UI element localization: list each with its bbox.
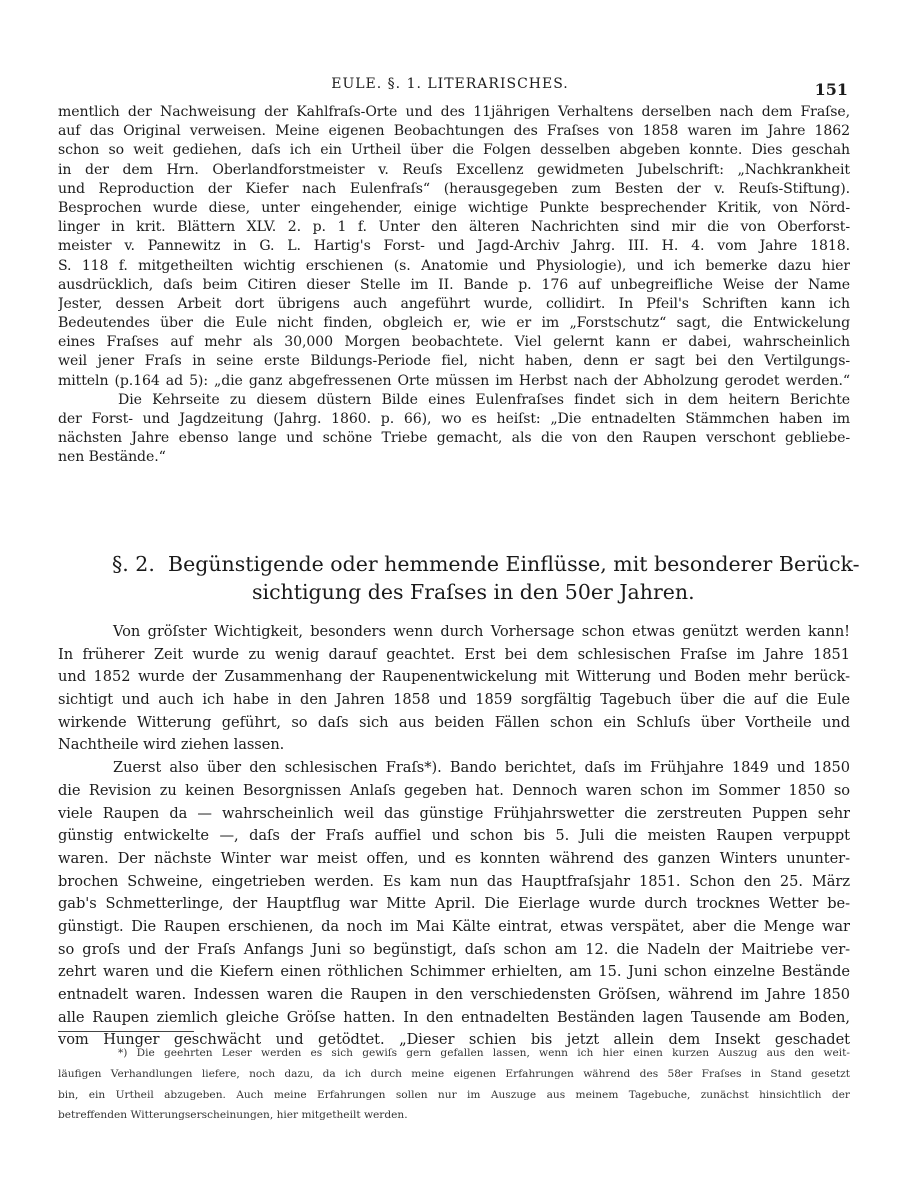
footnote-line: *) Die geehrten Leser werden es sich gewiſs gern gefallen lassen, wenn ich hier einen kurzen Auszug aus den weit-	[118, 1047, 850, 1059]
text-line: entnadelt waren. Indessen waren die Raupen in den verschiedensten Gröſsen, während im Jahre 1850	[58, 986, 850, 1003]
text-line: S. 118 f. mitgetheilten wichtig erschienen (s. Anatomie und Physiologie), und ich bemerke dazu hier	[58, 257, 850, 274]
text-line: günstig entwickelte —, daſs der Fraſs auffiel und schon bis 5. Juli die meisten Raupen verpuppt	[58, 827, 850, 845]
text-line: mitteln (p.164 ad 5): „die ganz abgefressenen Orte müssen im Herbst nach der Abholzung gerodet werden.“	[58, 372, 850, 389]
text-line: Besprochen wurde diese, unter eingehender, einige wichtige Punkte besprechender Kritik, von Nörd-	[58, 199, 850, 216]
text-line: weil jener Fraſs in seine erste Bildungs-Periode fiel, nicht haben, denn er sagt bei den Vertilgungs-	[58, 353, 850, 370]
text-line: nen Bestände.“	[58, 449, 166, 466]
page-number: 151	[814, 80, 848, 99]
text-line: meister v. Pannewitz in G. L. Hartig's Forst- und Jagd-Archiv Jahrg. III. H. 4. vom Jahre 1818.	[58, 238, 850, 255]
footnote-line: bin, ein Urtheil abzugeben. Auch meine Erfahrungen sollen nur im Auszuge aus meinem Tagebuche, zunächst hinsichtlich der	[58, 1088, 850, 1101]
text-line: auf das Original verweisen. Meine eigenen Beobachtungen des Fraſses von 1858 waren im Jahre 1862	[58, 123, 850, 140]
text-line: wirkende Witterung geführt, so daſs sich aus beiden Fällen schon ein Schluſs über Vortheile und	[58, 713, 850, 731]
text-line: schon so weit gediehen, daſs ich ein Urtheil über die Folgen desselben abgeben konnte. Dies geschah	[58, 142, 850, 159]
text-line: mentlich der Nachweisung der Kahlfraſs-Orte und des 11jährigen Verhaltens derselben nach dem Fraſse,	[58, 104, 850, 120]
footnote-line: läufigen Verhandlungen liefere, noch dazu, da ich durch meine eigenen Erfahrungen während des 58er Fraſses in Stand gesetzt	[58, 1067, 850, 1080]
footnote-line: betreffenden Witterungserscheinungen, hier mitgetheilt werden.	[58, 1109, 408, 1122]
text-line: gab's Schmetterlinge, der Hauptflug war Mitte April. Die Eierlage wurde durch trocknes Wetter be-	[58, 895, 850, 913]
section-title-line: sichtigung des Fraſses in den 50er Jahren.	[252, 580, 695, 604]
text-line: ausdrücklich, daſs beim Citiren dieser Stelle im II. Bande p. 176 auf unbegreifliche Weise der Name	[58, 276, 850, 293]
body-text-section-2	[58, 621, 850, 1052]
text-line: Nachtheile wird ziehen lassen.	[58, 736, 285, 754]
footnote	[58, 1043, 850, 1126]
text-line: Zuerst also über den schlesischen Fraſs*). Bando berichtet, daſs im Frühjahre 1849 und 1850	[113, 759, 850, 777]
text-line: Von gröſster Wichtigkeit, besonders wenn durch Vorhersage schon etwas genützt werden kann!	[113, 623, 850, 640]
text-line: In früherer Zeit wurde zu wenig darauf geachtet. Erst bei dem schlesischen Fraſse im Jahre 1851	[58, 645, 850, 663]
text-line: linger in krit. Blättern XLV. 2. p. 1 f. Unter den älteren Nachrichten sind mir die von Oberforst-	[58, 219, 850, 236]
running-head: EULE. §. 1. LITERARISCHES.	[331, 76, 569, 92]
text-line: nächsten Jahre ebenso lange und schöne Triebe gemacht, als die von den Raupen verschont gebliebe-	[58, 430, 850, 447]
text-line: und Reproduction der Kiefer nach Eulenfraſs“ (herausgegeben zum Besten der v. Reuſs-Stiftung).	[58, 180, 850, 197]
text-line: Bedeutendes über die Eule nicht finden, obgleich er, wie er im „Forstschutz“ sagt, die Entwickelung	[58, 315, 850, 332]
text-line: sichtigt und auch ich habe in den Jahren 1858 und 1859 sorgfältig Tagebuch über die auf die Eule	[58, 691, 850, 709]
text-line: Die Kehrseite zu diesem düstern Bilde eines Eulenfraſses findet sich in dem heitern Berichte	[118, 391, 850, 408]
text-line: der Forst- und Jagdzeitung (Jahrg. 1860. p. 66), wo es heiſst: „Die entnadelten Stämmchen haben im	[58, 411, 850, 427]
text-line: vom Hunger geschwächt und getödtet. „Dieser schien bis jetzt allein dem Insekt geschadet	[58, 1031, 850, 1049]
text-line: Jester, dessen Arbeit dort übrigens auch angeführt wurde, collidirt. In Pfeil's Schriften kann ich	[58, 295, 850, 312]
text-line: so groſs und der Fraſs Anfangs Juni so begünstigt, daſs schon am 12. die Nadeln der Maitriebe ver-	[58, 940, 850, 958]
section-title-line: Begünstigende oder hemmende Einflüsse, mit besonderer Berück-	[168, 552, 860, 576]
text-line: brochen Schweine, eingetrieben werden. Es kam nun das Hauptfraſsjahr 1851. Schon den 25. März	[58, 872, 850, 890]
text-line: und 1852 wurde der Zusammenhang der Raupenentwickelung mit Witterung und Boden mehr berück-	[58, 668, 850, 686]
body-text-literature	[58, 103, 850, 468]
text-line: waren. Der nächste Winter war meist offen, und es konnten während des ganzen Winters ununter-	[58, 849, 850, 867]
text-line: alle Raupen ziemlich gleiche Gröſse hatten. In den entnadelten Beständen lagen Tausende am Boden,	[58, 1008, 850, 1026]
section-number: §. 2.	[112, 552, 155, 576]
text-line: zehrt waren und die Kiefern einen röthlichen Schimmer erhielten, am 15. Juni schon einzelne Bestände	[58, 963, 850, 981]
text-line: günstigt. Die Raupen erschienen, da noch im Mai Kälte eintrat, etwas verspätet, aber die Menge war	[58, 917, 850, 935]
text-line: die Revision zu keinen Besorgnissen Anlaſs gegeben hat. Dennoch waren schon im Sommer 1850 so	[58, 781, 850, 799]
text-line: viele Raupen da — wahrscheinlich weil das günstige Frühjahrswetter die zerstreuten Puppen sehr	[58, 804, 850, 822]
text-line: eines Fraſses auf mehr als 30,000 Morgen beobachtete. Viel gelernt kann er dabei, wahrscheinlich	[58, 334, 850, 351]
footnote-divider	[58, 1031, 194, 1032]
text-line: in der dem Hrn. Oberlandforstmeister v. Reuſs Excellenz gewidmeten Jubelschrift: „Nachkrankheit	[58, 161, 850, 178]
